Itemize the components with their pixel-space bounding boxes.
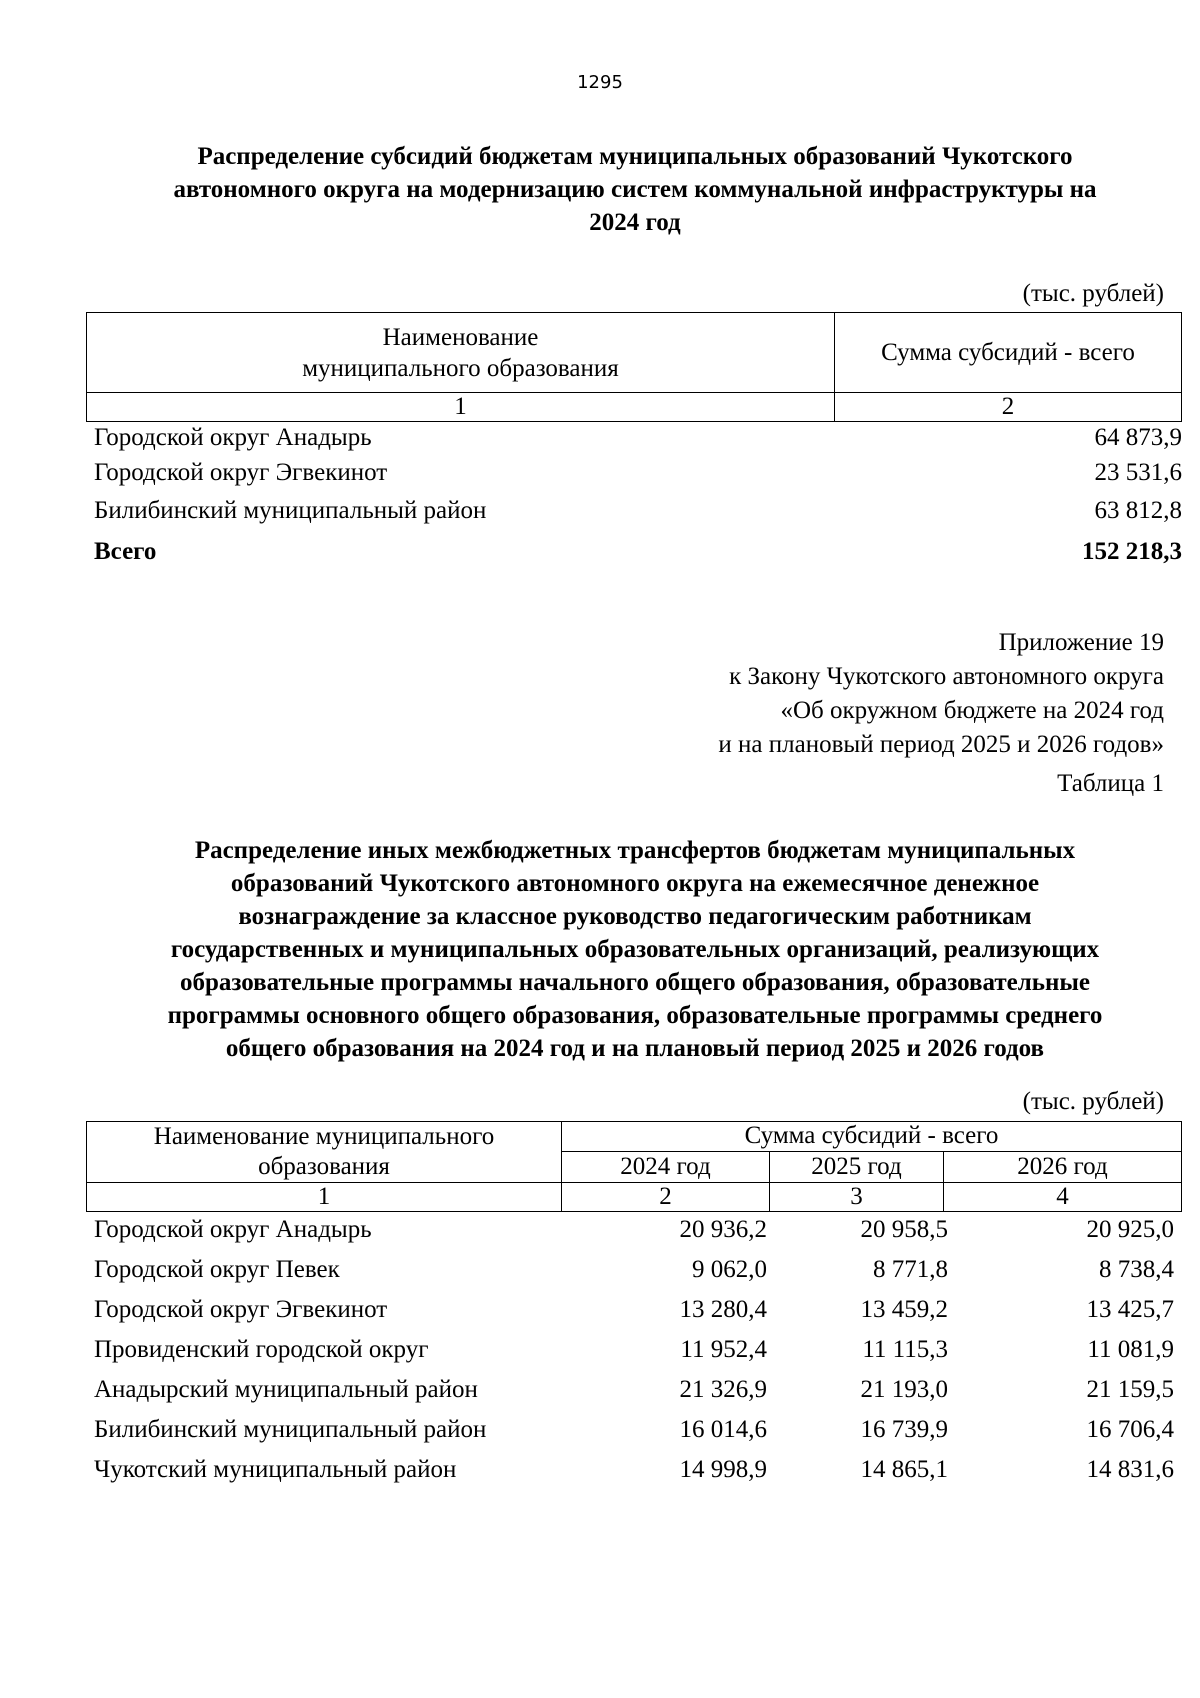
value-2026: 21 159,5 [1086,1376,1174,1403]
municipality-name: Городской округ Эгвекинот [94,1296,388,1323]
total-row [86,532,1182,572]
section1-col1-header [87,313,835,393]
section1-title-line: Распределение субсидий бюджетам муниципальных образований Чукотского [197,143,1073,170]
value-2025: 11 115,3 [862,1336,948,1363]
value-2025: 13 459,2 [860,1296,948,1323]
table-row [86,456,1182,490]
municipality-name: Чукотский муниципальный район [94,1456,457,1483]
section2-group-header: Сумма субсидий - всего [562,1122,1182,1152]
table-row [86,1450,1182,1490]
value-2026: 13 425,7 [1086,1296,1174,1323]
value-2025: 16 739,9 [860,1416,948,1443]
value-2026: 20 925,0 [1086,1216,1174,1243]
municipality-name: Городской округ Эгвекинот [94,459,388,486]
municipality-name: Анадырский муниципальный район [94,1376,478,1403]
section2-title-line: программы основного общего образования, образовательные программы среднего [167,1002,1103,1029]
value-2025: 8 771,8 [873,1256,948,1283]
municipality-name: Билибинский муниципальный район [94,1416,487,1443]
value-2025: 21 193,0 [860,1376,948,1403]
section2-col1-header-line1: Наименование муниципального [153,1123,495,1150]
section1-col2-header: Сумма субсидий - всего [835,313,1182,393]
value-2024: 9 062,0 [692,1256,767,1283]
value-2026: 8 738,4 [1099,1256,1174,1283]
section1-header-table [86,312,1182,422]
value-2026: 16 706,4 [1086,1416,1174,1443]
table-row [86,490,1182,532]
section2-header-table [86,1121,1182,1212]
section1-col2-number: 2 [835,393,1182,422]
value-2026: 14 831,6 [1086,1456,1174,1483]
table-row [86,420,1182,456]
section1-col1-number: 1 [87,393,835,422]
value-2024: 20 936,2 [679,1216,767,1243]
subsidy-value: 23 531,6 [1094,459,1182,486]
section1-data-table [86,420,1182,572]
section2-title-line: Распределение иных межбюджетных трансфертов бюджетам муниципальных [194,837,1076,864]
year-header-2025: 2025 год [770,1151,944,1182]
section2-col1-header-line2: образования [258,1153,390,1180]
table-row [86,1250,1182,1290]
subsidy-value: 63 812,8 [1094,497,1182,524]
col-number: 2 [562,1183,770,1212]
total-value: 152 218,3 [1082,538,1182,565]
value-2024: 14 998,9 [679,1456,767,1483]
table-row [86,1290,1182,1330]
section2-data-table [86,1210,1182,1490]
table-row [86,1410,1182,1450]
section2-unit: (тыс. рублей) [1022,1088,1164,1115]
page-number: 1295 [577,72,623,93]
subsidy-value: 64 873,9 [1094,424,1182,451]
col-number: 4 [944,1183,1182,1212]
section1-title-line: автономного округа на модернизацию систем коммунальной инфраструктуры на [173,176,1097,203]
annex-line: «Об окружном бюджете на 2024 год [780,697,1164,724]
section2-title-line: государственных и муниципальных образовательных организаций, реализующих [170,936,1100,963]
value-2026: 11 081,9 [1087,1336,1174,1363]
value-2024: 16 014,6 [679,1416,767,1443]
annex-block [718,626,1164,762]
year-header-2024: 2024 год [562,1151,770,1182]
total-label: Всего [94,538,157,565]
table-label: Таблица 1 [1057,770,1164,797]
table-row [86,1370,1182,1410]
municipality-name: Провиденский городской округ [94,1336,429,1363]
section2-col1-header [87,1122,562,1183]
municipality-name: Билибинский муниципальный район [94,497,487,524]
section1-unit: (тыс. рублей) [1022,280,1164,307]
value-2024: 13 280,4 [679,1296,767,1323]
section2-title-line: образовательные программы начального общего образования, образовательные [179,969,1091,996]
section1-col1-header-line2: муниципального образования [302,354,619,382]
municipality-name: Городской округ Певек [94,1256,340,1283]
year-header-2026: 2026 год [944,1151,1182,1182]
annex-line: к Закону Чукотского автономного округа [729,663,1164,690]
table-row [86,1330,1182,1370]
section2-title-line: образований Чукотского автономного округа на ежемесячное денежное [230,870,1040,897]
section2-title [90,834,1180,1065]
value-2025: 14 865,1 [860,1456,948,1483]
value-2025: 20 958,5 [860,1216,948,1243]
value-2024: 21 326,9 [679,1376,767,1403]
section1-title-line: 2024 год [589,209,681,236]
section1-col1-header-line1: Наименование [382,323,539,351]
col-number: 3 [770,1183,944,1212]
annex-line: и на плановый период 2025 и 2026 годов» [718,731,1164,758]
section1-title [90,140,1180,239]
section2-title-line: общего образования на 2024 год и на плановый период 2025 и 2026 годов [225,1035,1045,1062]
col-number: 1 [87,1183,562,1212]
municipality-name: Городской округ Анадырь [94,1216,372,1243]
table-row [86,1210,1182,1250]
annex-line: Приложение 19 [998,629,1164,656]
municipality-name: Городской округ Анадырь [94,424,372,451]
section2-title-line: вознаграждение за классное руководство педагогическим работникам [238,903,1032,930]
value-2024: 11 952,4 [680,1336,767,1363]
